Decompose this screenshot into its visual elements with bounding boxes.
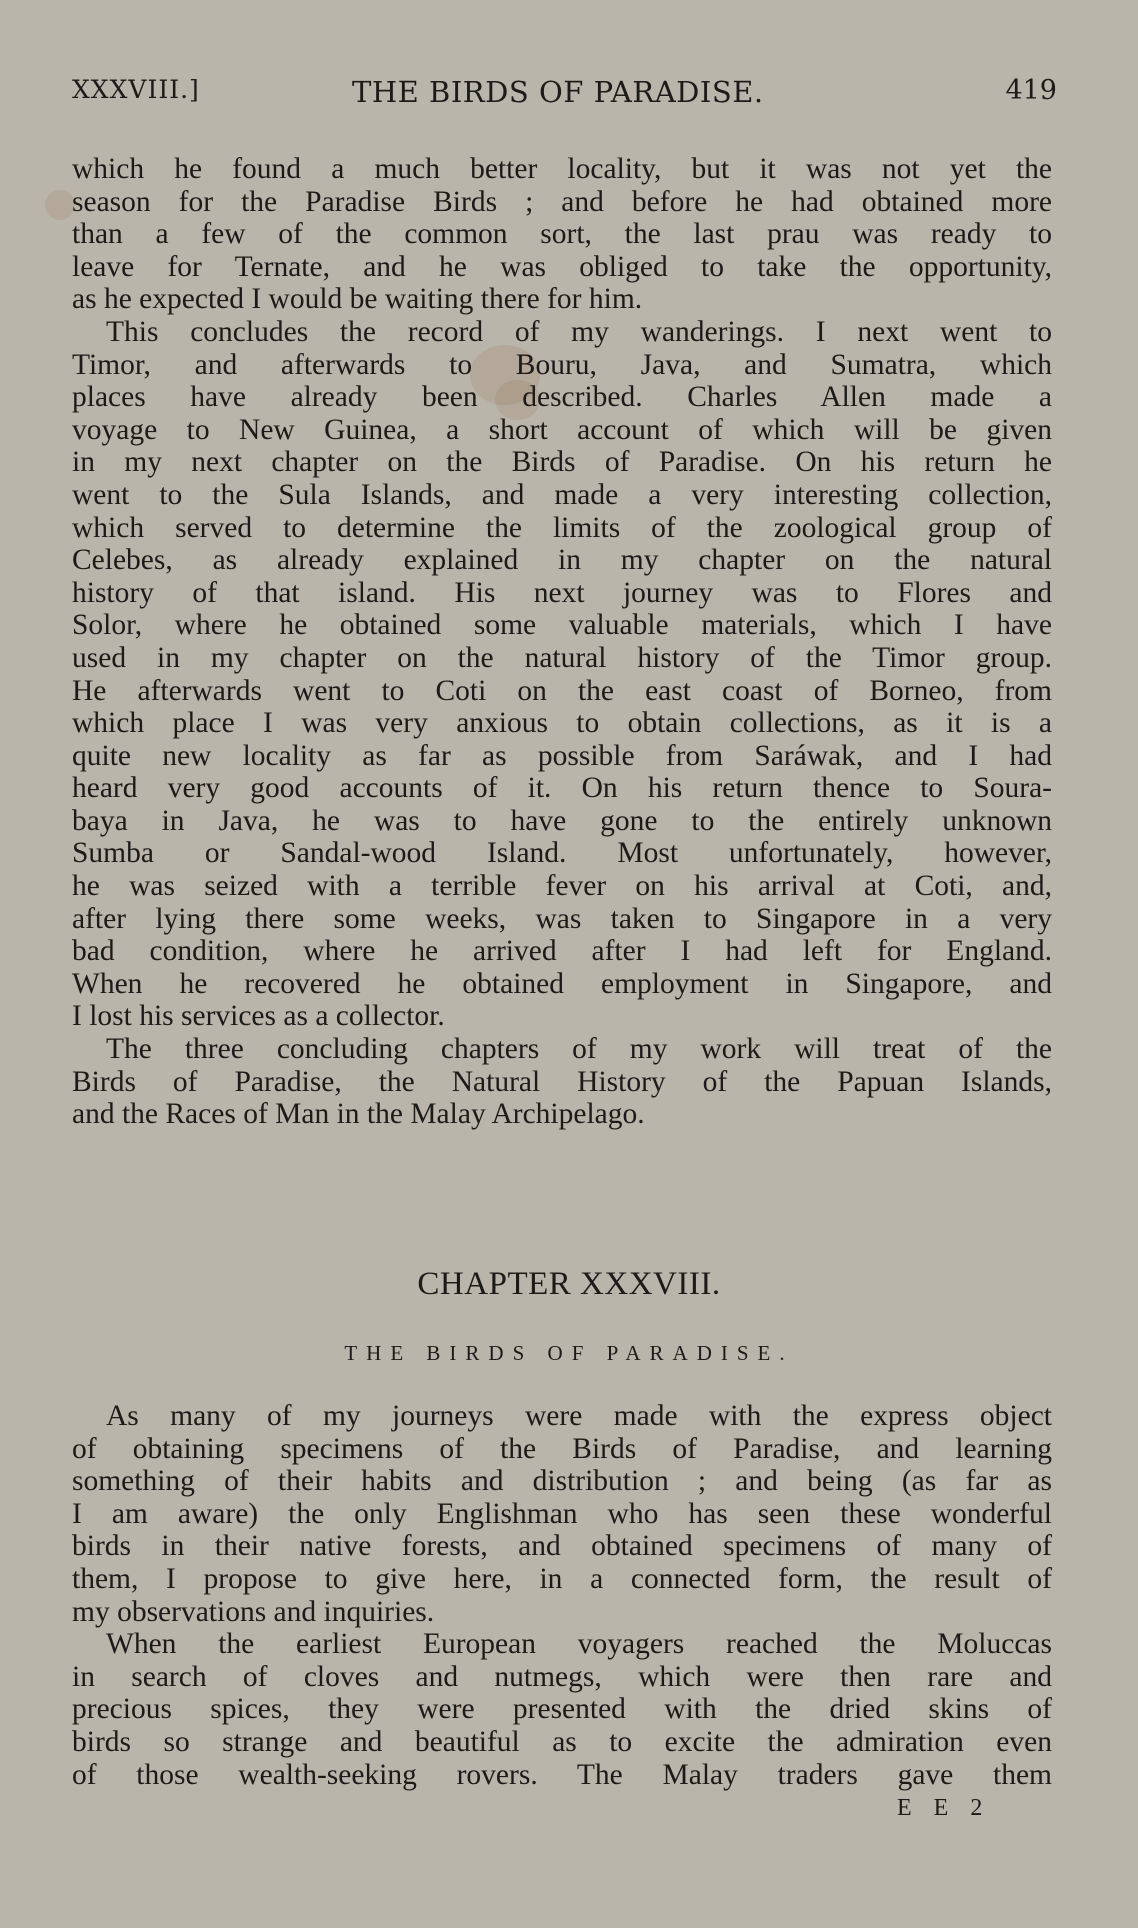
text-line: When the earliest European voyagers reached the Moluccas [106, 1628, 1052, 1661]
text-line: he was seized with a terrible fever on his arrival at Coti, and, [72, 870, 1052, 903]
text-line: and the Races of Man in the Malay Archipelago. [72, 1098, 645, 1131]
text-line: which place I was very anxious to obtain collections, as it is a [72, 707, 1052, 740]
text-line: Birds of Paradise, the Natural History of the Papuan Islands, [72, 1065, 1052, 1098]
text-line: Sumba or Sandal-wood Island. Most unfortunately, however, [72, 837, 1052, 870]
text-line: bad condition, where he arrived after I had left for England. [72, 935, 1052, 968]
chapter-title: CHAPTER XXXVIII. [417, 1266, 721, 1302]
text-line: them, I propose to give here, in a connected form, the result of [72, 1562, 1052, 1595]
text-line: baya in Java, he was to have gone to the entirely unknown [72, 804, 1052, 837]
text-line: As many of my journeys were made with the express object [106, 1400, 1052, 1432]
running-title: THE BIRDS OF PARADISE. [352, 75, 764, 109]
text-line: of those wealth-seeking rovers. The Malay traders gave them [72, 1758, 1052, 1791]
text-line: after lying there some weeks, was taken to Singapore in a very [72, 902, 1052, 935]
text-line: I lost his services as a collector. [72, 1000, 445, 1033]
text-line: voyage to New Guinea, a short account of which will be given [72, 413, 1052, 446]
chapter-marker: XXXVIII.] [72, 75, 200, 104]
text-line: precious spices, they were presented with the dried skins of [72, 1693, 1052, 1726]
text-line: heard very good accounts of it. On his return thence to Soura- [72, 772, 1052, 805]
text-line: When he recovered he obtained employment in Singapore, and [72, 967, 1052, 1000]
text-line: I am aware) the only Englishman who has seen these wonderful [72, 1497, 1052, 1530]
running-header [72, 75, 1057, 115]
text-line: in my next chapter on the Birds of Paradise. On his return he [72, 446, 1052, 479]
page-stain [45, 190, 75, 220]
page-number: 419 [1005, 75, 1057, 106]
text-line: The three concluding chapters of my work will treat of the [106, 1033, 1052, 1066]
text-line: This concludes the record of my wanderings. I next went to [106, 315, 1052, 348]
text-line: places have already been described. Charles Allen made a [72, 381, 1052, 414]
text-line: Solor, where he obtained some valuable materials, which I have [72, 609, 1052, 642]
text-line: in search of cloves and nutmegs, which were then rare and [72, 1660, 1052, 1693]
text-line: Timor, and afterwards to Bouru, Java, and Sumatra, which [72, 348, 1052, 381]
text-line: than a few of the common sort, the last prau was ready to [72, 218, 1052, 251]
text-line: season for the Paradise Birds ; and before he had obtained more [72, 185, 1052, 218]
chapter-subtitle: THE BIRDS OF PARADISE. [344, 1341, 794, 1365]
text-line: quite new locality as far as possible from Saráwak, and I had [72, 739, 1052, 772]
text-line: leave for Ternate, and he was obliged to take the opportunity, [72, 250, 1052, 283]
text-line: birds in their native forests, and obtained specimens of many of [72, 1530, 1052, 1563]
text-line: of obtaining specimens of the Birds of Paradise, and learning [72, 1432, 1052, 1465]
text-line: as he expected I would be waiting there for him. [72, 283, 643, 316]
text-line: something of their habits and distribution ; and being (as far as [72, 1465, 1052, 1498]
text-line: birds so strange and beautiful as to excite the admiration even [72, 1725, 1052, 1758]
body-text-top [72, 153, 1052, 1131]
text-line: went to the Sula Islands, and made a very interesting collection, [72, 478, 1052, 511]
text-line: my observations and inquiries. [72, 1595, 435, 1628]
body-text-bottom [72, 1400, 1052, 1791]
text-line: He afterwards went to Coti on the east coast of Borneo, from [72, 674, 1052, 707]
signature-mark: E E 2 [897, 1795, 991, 1821]
text-line: Celebes, as already explained in my chapter on the natural [72, 544, 1052, 577]
text-line: used in my chapter on the natural history of the Timor group. [72, 641, 1052, 674]
text-line: history of that island. His next journey was to Flores and [72, 576, 1052, 609]
text-line: which served to determine the limits of the zoological group of [72, 511, 1052, 544]
text-line: which he found a much better locality, but it was not yet the [72, 153, 1052, 185]
